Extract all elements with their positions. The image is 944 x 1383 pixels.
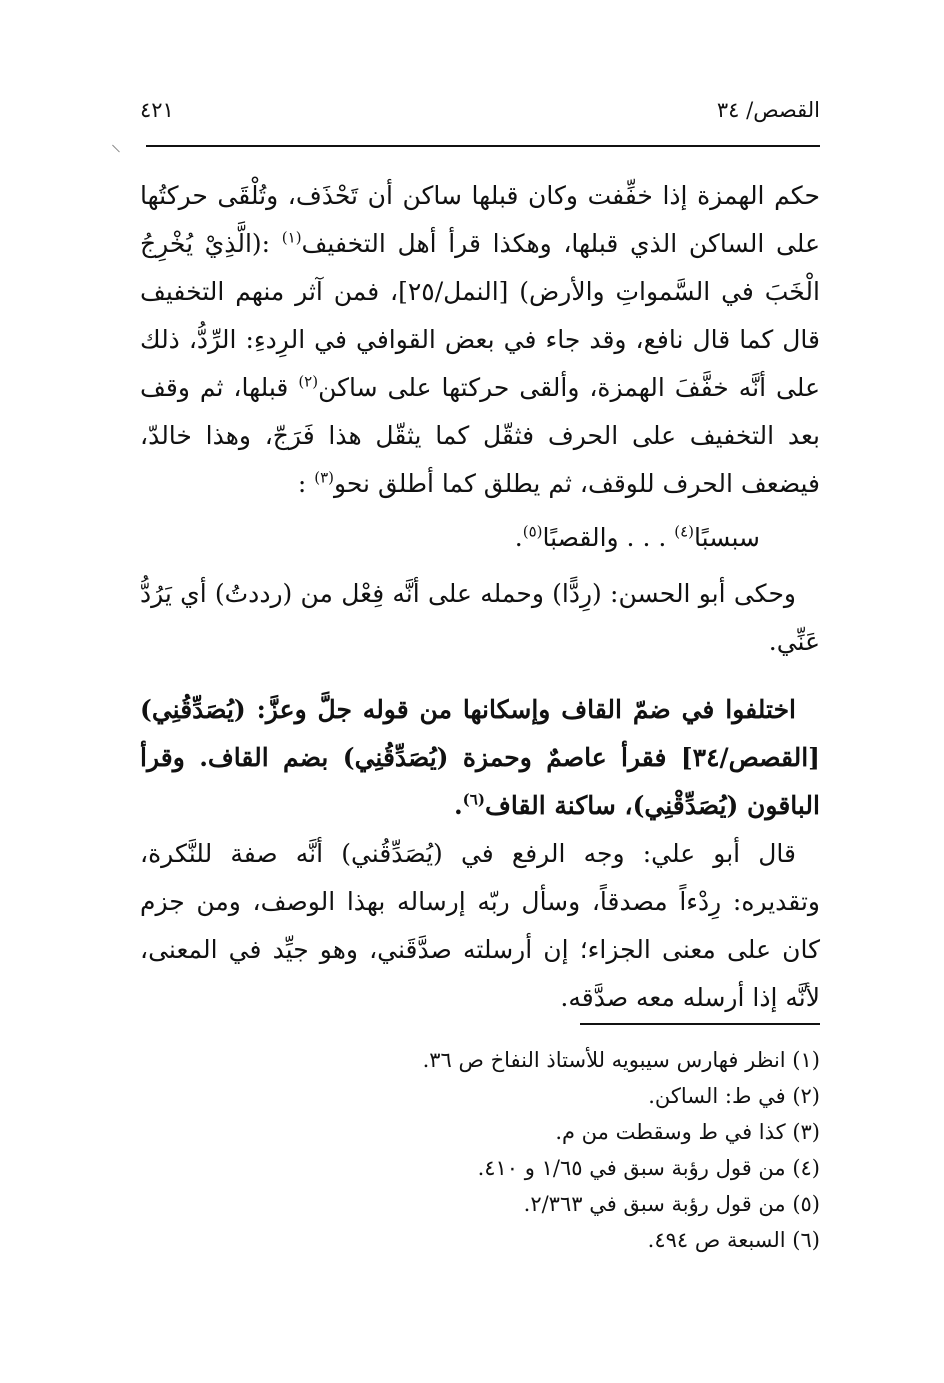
footnotes: [140, 1042, 820, 1258]
paragraph-3-heading: اختلفوا في ضمّ القاف وإسكانها من قوله جلَّ وعزَّ: (يُصَدِّقُنِي) [القصص/٣٤] فقرأ عاصمٌ وحمزة (يُصَدِّقُنِي) بضم القاف. وقرأ الباقون (يُصَدِّقْنِي)، ساكنة القاف$^{(٦)}$.: [140, 695, 820, 820]
main-text: [140, 172, 820, 1022]
paragraph-4: قال أبو علي: وجه الرفع في (يُصَدِّقُني) أنَّه صفة للنَّكرة، وتقديره: رِدْءاً مصدقاً، وسأل ربّه إرساله بهذا الوصف، ومن جزم كان على معنى الجزاء؛ إن أرسلته صدَّقَني، وهو جيِّد في المعنى، لأنَّه إذا أرسله معه صدَّقه.: [140, 839, 820, 1012]
footnote-3: (٣) كذا في ط وسقطت من م.: [555, 1120, 820, 1144]
book-page: [140, 0, 820, 1383]
footnote-rule: [580, 1023, 820, 1025]
paragraph-1: حكم الهمزة إذا خفِّفت وكان قبلها ساكن أن تَحْذَف، وتُلْقَى حركتُها على الساكن الذي قبلها، وهكذا قرأ أهل التخفيف$^{(١)}$ :(الَّذِيْ يُخْرِجُ الْخَبَ في السَّمواتِ والأرض) [النمل/٢٥]، فمن آثر منهم التخفيف قال كما قال نافع، وقد جاء في بعض القوافي في الرِدءِ: الرِّدُّ، ذلك على أنَّه خفَّفَ الهمزة، وألقى حركتها على ساكن$^{(٢)}$ قبلها، ثم وقف بعد التخفيف على الحرف فثقّل كما يثقّل هذا فَرَجّ، وهذا خالدّ، فيضعف الحرف للوقف، ثم يطلق كما أطلق نحو$^{(٣)}$ :: [140, 181, 820, 498]
footnote-ref-2[interactable]: (٢): [298, 372, 319, 391]
footnote-2: (٢) في ط: الساكن.: [648, 1084, 820, 1108]
paragraph-2: وحكى أبو الحسن: (رِدًّا) وحمله على أنَّه فِعْل من (رددتُ) أي يَرُدُّ عَنِّي.: [140, 579, 820, 656]
footnote-ref-6[interactable]: (٦): [462, 790, 485, 809]
page-number: ٤٢١: [140, 98, 174, 122]
footnote-ref-5[interactable]: (٥): [522, 522, 543, 541]
page-header: [140, 92, 820, 128]
header-rule: [146, 145, 820, 147]
footnote-ref-4[interactable]: (٤): [674, 522, 695, 541]
scan-mark: [112, 138, 127, 153]
running-title: القصص/ ٣٤: [716, 98, 820, 122]
footnote-6: (٦) السبعة ص ٤٩٤.: [647, 1228, 820, 1252]
footnote-4: (٤) من قول رؤبة سبق في ١/٦٥ و ٤١٠.: [477, 1156, 820, 1180]
footnote-1: (١) انظر فهارس سيبويه للأستاذ النفاخ ص ٣٦.: [422, 1048, 820, 1072]
footnote-ref-3[interactable]: (٣): [314, 468, 334, 487]
verse-line: سبسبًا$^{(٤)}$ . . . والقصبًا$^{(٥)}$.: [514, 522, 760, 552]
footnote-5: (٥) من قول رؤبة سبق في ٢/٣٦٣.: [523, 1192, 820, 1216]
footnote-ref-1[interactable]: (١): [281, 228, 302, 247]
